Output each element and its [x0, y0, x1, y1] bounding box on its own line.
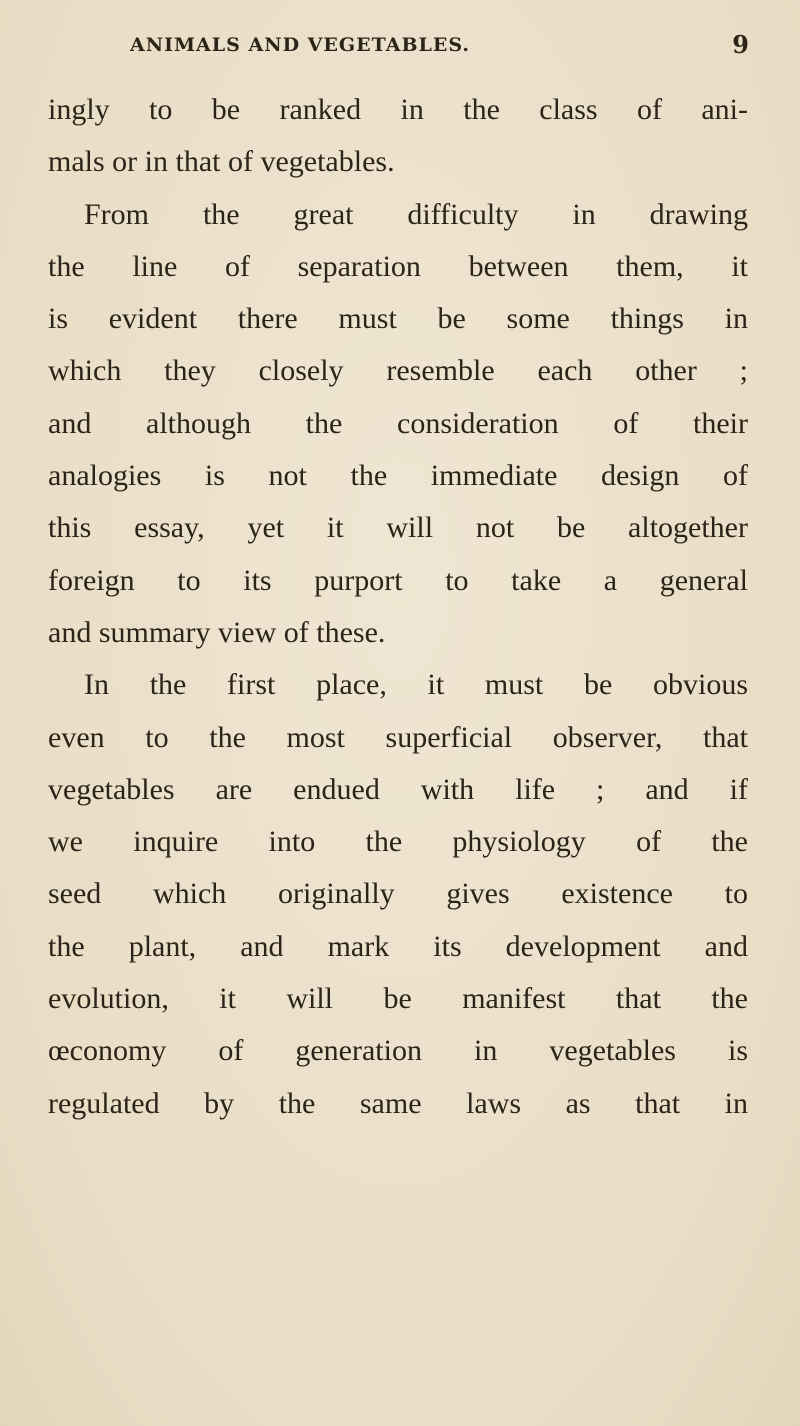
- text-line: the plant, and mark its development and: [48, 929, 748, 963]
- text-line: foreign to its purport to take a general: [48, 563, 748, 597]
- text-line: In the first place, it must be obvious: [84, 668, 748, 702]
- text-line: seed which originally gives existence to: [48, 877, 748, 911]
- text-line: vegetables are endued with life ; and if: [48, 772, 748, 806]
- page-number: 9: [732, 30, 750, 59]
- text-line: regulated by the same laws as that in: [48, 1086, 748, 1120]
- text-line: analogies is not the immediate design of: [48, 459, 748, 493]
- body-text: [48, 84, 748, 1130]
- text-line: ingly to be ranked in the class of ani-: [48, 93, 748, 126]
- text-line: evolution, it will be manifest that the: [48, 982, 748, 1016]
- text-line: and although the consideration of their: [48, 406, 748, 440]
- text-line: œconomy of generation in vegetables is: [48, 1034, 748, 1068]
- text-line: and summary view of these.: [48, 615, 386, 649]
- running-title: ANIMALS AND VEGETABLES.: [130, 34, 470, 56]
- text-line: mals or in that of vegetables.: [48, 145, 395, 179]
- text-line: the line of separation between them, it: [48, 249, 748, 283]
- text-line: From the great difficulty in drawing: [84, 197, 748, 231]
- text-line: this essay, yet it will not be altogether: [48, 511, 748, 545]
- text-line: even to the most superficial observer, that: [48, 720, 748, 754]
- text-line: we inquire into the physiology of the: [48, 825, 748, 859]
- page-header: [130, 30, 750, 64]
- text-line: which they closely resemble each other ;: [48, 354, 748, 388]
- text-line: is evident there must be some things in: [48, 302, 748, 336]
